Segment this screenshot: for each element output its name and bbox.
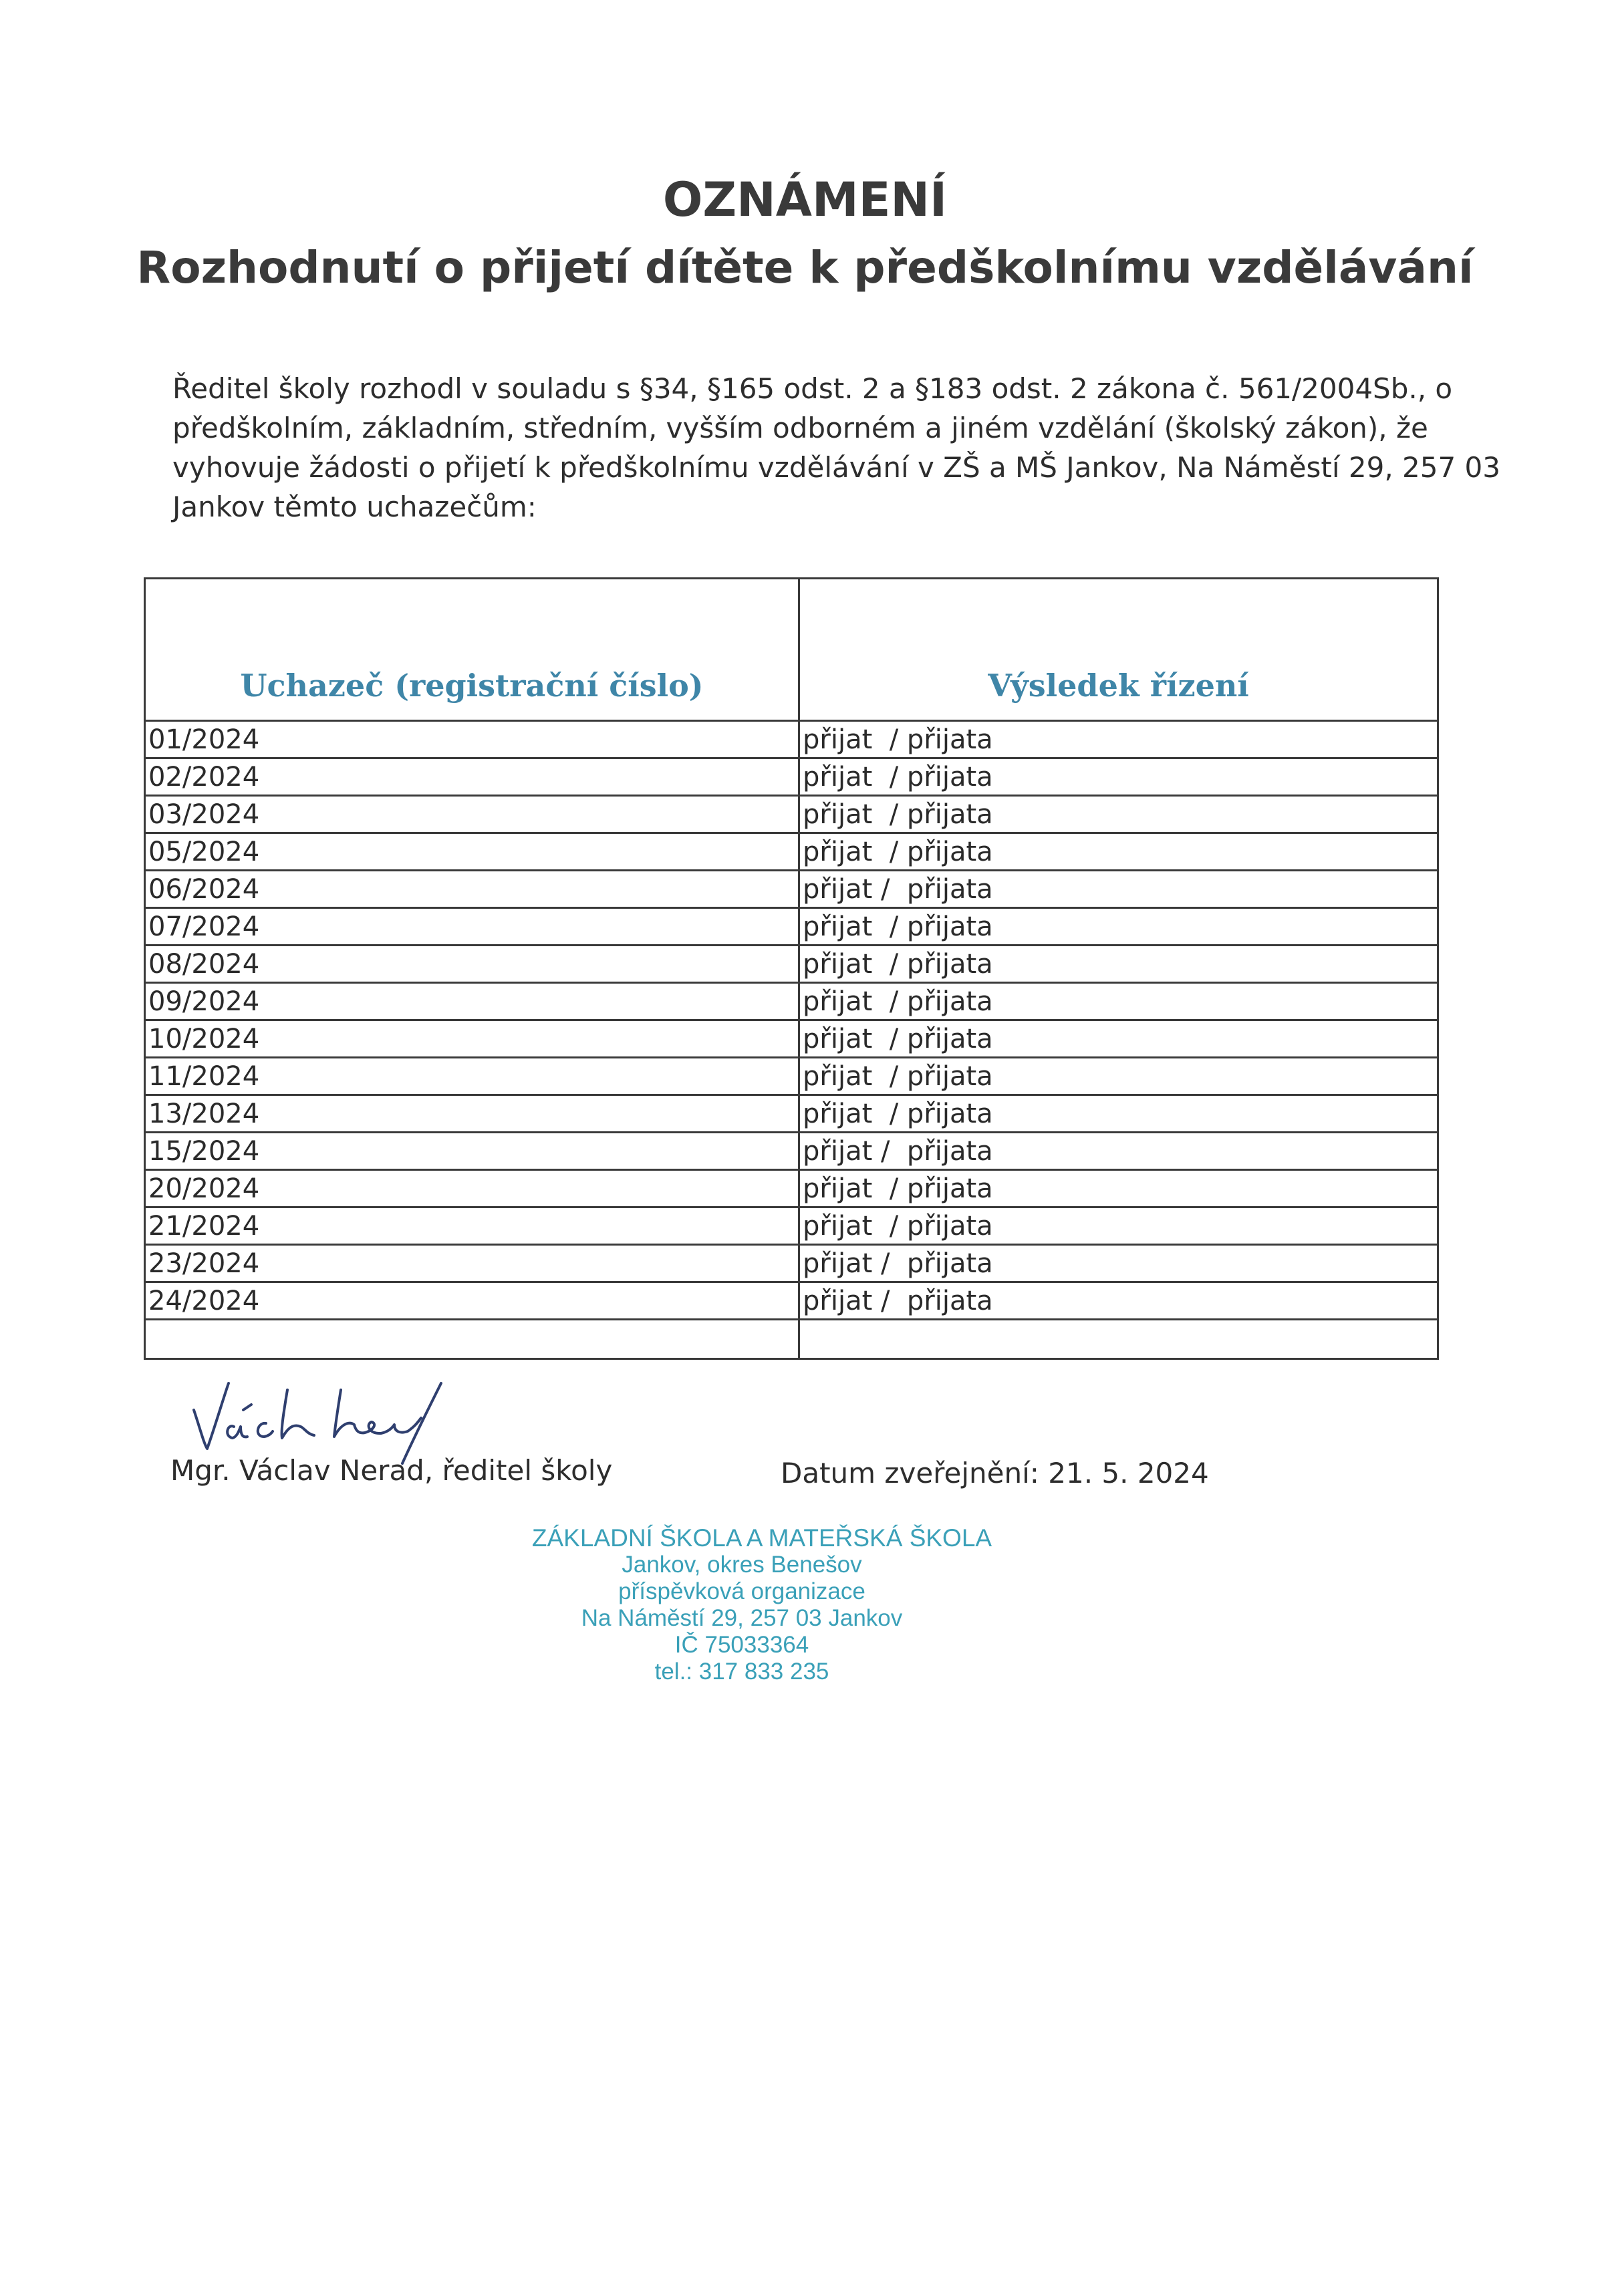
intro-line: Ředitel školy rozhodl v souladu s §34, §165 odst. 2 a §183 odst. 2 zákona č. 561/2004Sb., o bbox=[172, 372, 1453, 405]
table-row bbox=[145, 1245, 1438, 1282]
stamp-line: Na Náměstí 29, 257 03 Jankov bbox=[581, 1605, 903, 1631]
applicant-id-cell: 21/2024 bbox=[145, 1207, 799, 1245]
result-cell: přijat / přijata bbox=[799, 796, 1438, 833]
result-cell: přijat / přijata bbox=[799, 1282, 1438, 1320]
applicant-id-cell: 24/2024 bbox=[145, 1282, 799, 1320]
applicant-id-cell: 23/2024 bbox=[145, 1245, 799, 1282]
table-row bbox=[145, 1020, 1438, 1058]
applicant-id-cell: 06/2024 bbox=[145, 871, 799, 908]
result-cell: přijat / přijata bbox=[799, 1245, 1438, 1282]
result-cell: přijat / přijata bbox=[799, 908, 1438, 946]
intro-line: vyhovuje žádosti o přijetí k předškolnímu vzdělávání v ZŠ a MŠ Jankov, Na Náměstí 29, 257 03 bbox=[172, 451, 1501, 484]
result-cell: přijat / přijata bbox=[799, 983, 1438, 1020]
applicant-id-cell: 03/2024 bbox=[145, 796, 799, 833]
table-row bbox=[145, 796, 1438, 833]
applicant-id-cell: 08/2024 bbox=[145, 946, 799, 983]
empty-cell bbox=[145, 1320, 799, 1359]
table-row bbox=[145, 758, 1438, 796]
table-row bbox=[145, 1095, 1438, 1133]
table-row bbox=[145, 871, 1438, 908]
applicant-column-header: Uchazeč (registrační číslo) bbox=[145, 579, 799, 721]
intro-line: předškolním, základním, středním, vyšším odborném a jiném vzdělání (školský zákon), že bbox=[172, 412, 1428, 444]
table-row bbox=[145, 1133, 1438, 1170]
stamp-line: ZÁKLADNÍ ŠKOLA A MATEŘSKÁ ŠKOLA bbox=[531, 1524, 992, 1552]
applicant-id-cell: 15/2024 bbox=[145, 1133, 799, 1170]
result-cell: přijat / přijata bbox=[799, 758, 1438, 796]
result-cell: přijat / přijata bbox=[799, 1133, 1438, 1170]
applicant-id-cell: 10/2024 bbox=[145, 1020, 799, 1058]
table-header-row bbox=[145, 579, 1438, 721]
stamp-line: příspěvková organizace bbox=[618, 1578, 865, 1604]
result-cell: přijat / přijata bbox=[799, 946, 1438, 983]
applicant-id-cell: 05/2024 bbox=[145, 833, 799, 871]
empty-table-row bbox=[145, 1320, 1438, 1359]
table-row bbox=[145, 983, 1438, 1020]
applicant-id-cell: 13/2024 bbox=[145, 1095, 799, 1133]
page-subtitle: Rozhodnutí o přijetí dítěte k předškolnímu vzdělávání bbox=[136, 242, 1474, 293]
table-row bbox=[145, 1282, 1438, 1320]
stamp-line: tel.: 317 833 235 bbox=[654, 1659, 829, 1685]
signatory-line: Mgr. Václav Nerad, ředitel školy bbox=[170, 1454, 613, 1487]
table-row bbox=[145, 908, 1438, 946]
result-column-header: Výsledek řízení bbox=[799, 579, 1438, 721]
result-cell: přijat / přijata bbox=[799, 1058, 1438, 1095]
result-cell: přijat / přijata bbox=[799, 833, 1438, 871]
applicant-id-cell: 02/2024 bbox=[145, 758, 799, 796]
table-row bbox=[145, 1170, 1438, 1207]
result-cell: přijat / přijata bbox=[799, 721, 1438, 758]
table-row bbox=[145, 1207, 1438, 1245]
empty-cell bbox=[799, 1320, 1438, 1359]
result-cell: přijat / přijata bbox=[799, 1020, 1438, 1058]
stamp-line: Jankov, okres Benešov bbox=[622, 1552, 862, 1578]
table-row bbox=[145, 721, 1438, 758]
intro-line: Jankov těmto uchazečům: bbox=[172, 490, 537, 523]
result-cell: přijat / přijata bbox=[799, 871, 1438, 908]
stamp-line: IČ 75033364 bbox=[674, 1632, 809, 1658]
result-cell: přijat / přijata bbox=[799, 1095, 1438, 1133]
result-cell: přijat / přijata bbox=[799, 1207, 1438, 1245]
intro-paragraph bbox=[172, 369, 1501, 527]
table-body bbox=[145, 721, 1438, 1359]
results-table bbox=[144, 577, 1439, 1360]
publication-date: Datum zveřejnění: 21. 5. 2024 bbox=[781, 1457, 1209, 1489]
applicant-id-cell: 07/2024 bbox=[145, 908, 799, 946]
applicant-id-cell: 20/2024 bbox=[145, 1170, 799, 1207]
page-title: OZNÁMENÍ bbox=[662, 172, 948, 227]
applicant-id-cell: 01/2024 bbox=[145, 721, 799, 758]
table-row bbox=[145, 1058, 1438, 1095]
result-cell: přijat / přijata bbox=[799, 1170, 1438, 1207]
applicant-id-cell: 09/2024 bbox=[145, 983, 799, 1020]
applicant-id-cell: 11/2024 bbox=[145, 1058, 799, 1095]
table-row bbox=[145, 946, 1438, 983]
school-stamp bbox=[488, 1525, 996, 1685]
table-row bbox=[145, 833, 1438, 871]
